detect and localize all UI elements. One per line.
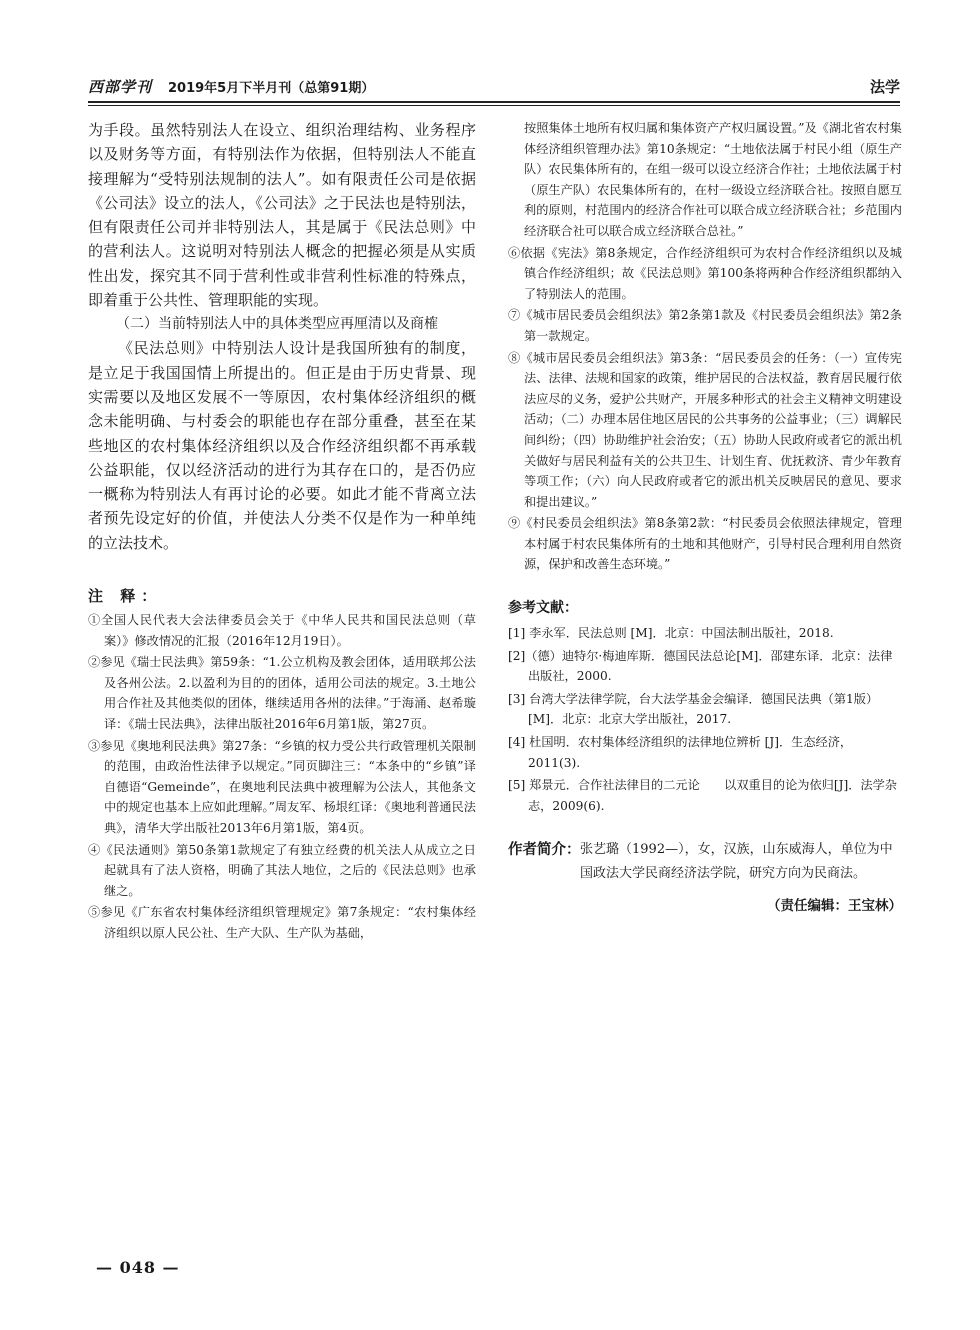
reference-2: [2]（德）迪特尔·梅迪库斯．德国民法总论[M]．邵建东译．北京：法律出版社，2000. [508, 648, 893, 684]
journal-logo: 西部学刊 [88, 78, 153, 96]
running-header [88, 76, 900, 98]
header-rule [88, 101, 900, 103]
footnote-7: ⑦《城市居民委员会组织法》第2条第1款及《村民委员会组织法》第2条第一款规定。 [508, 308, 902, 343]
references-heading: 参考文献： [508, 600, 578, 617]
footnote-2: ②参见《瑞士民法典》第59条：“1.公立机构及教会团体，适用联邦公法及各州公法。2.以盈利为目的的团体，适用公司法的规定。3.土地公用合作社及其他类似的团体，继续适用各州的法律。”于海涌、赵希璇译：《瑞士民法典》，法律出版社2016年6月第1版，第27页。 [88, 655, 476, 732]
reference-4: [4] 杜国明．农村集体经济组织的法律地位辨析 [J]．生态经济，2011(3). [508, 735, 853, 770]
footnote-5: ⑤参见《广东省农村集体经济组织管理规定》第7条规定：“农村集体经济组织以原人民公社、生产大队、生产队为基础， [88, 905, 476, 940]
footnote-8: ⑧《城市居民委员会组织法》第3条：“居民委员会的任务：（一）宣传宪法、法律、法规和国家的政策，维护居民的合法权益，教育居民履行依法应尽的义务，爱护公共财产，开展多种形式的社会主义精神文明建设活动；（二）办理本居住地区居民的公共事务的公益事业；（三）调解民间纠纷；（四）协助维护社会治安；（五）协助人民政府或者它的派出机关做好与居民利益有关的公共卫生、计划生育、优抚救济、青少年教育等项工作；（六）向人民政府或者它的派出机关反映居民的意见、要求和提出建议。” [508, 350, 902, 509]
footnote-1: ①全国人民代表大会法律委员会关于《中华人民共和国民法总则（草案）》修改情况的汇报（2016年12月19日）。 [88, 613, 476, 648]
responsible-editor: （责任编辑：王宝林） [767, 898, 902, 915]
subsection-heading: （二）当前特别法人中的具体类型应再厘清以及商榷 [116, 316, 438, 333]
author-info [508, 838, 902, 886]
reference-5: [5] 郑景元．合作社法律目的二元论 以双重目的论为依归[J]．法学杂志，2009(6). [508, 778, 897, 813]
footnote-5-continued: 按照集体土地所有权归属和集体资产产权归属设置。”及《湖北省农村集体经济组织管理办法》第10条规定：“土地依法属于村民小组（原生产队）农民集体所有的，在组一级可以设立经济合作社；土地依法属于村（原生产队）农民集体所有的，在村一级设立经济联合社。按照自愿互利的原则，村范围内的经济合作社可以联合成立经济联合社；乡范围内经济联合社可以联合成立经济联合总社。” [524, 121, 902, 238]
issue-info: 2019年5月下半月刊（总第91期） [168, 81, 375, 96]
notes-heading: 注 释： [88, 587, 163, 606]
header-rule-thin [88, 105, 900, 106]
right-column [508, 118, 902, 914]
reference-3: [3] 台湾大学法律学院，台大法学基金会编译．德国民法典（第1版）[M]．北京：北京大学出版社，2017. [508, 691, 879, 727]
page-number: — 048 — [96, 1258, 180, 1277]
section-label: 法学 [869, 78, 900, 96]
body-paragraph: 为手段。虽然特别法人在设立、组织治理结构、业务程序以及财务等方面，有特别法作为依据，但特别法人不能直接理解为“受特别法规制的法人”。如有限责任公司是依据《公司法》设立的法人，《公司法》之于民法也是特别法，但有限责任公司并非特别法人，其是属于《民法总则》中的营利法人。这说明对特别法人概念的把握必须是从实质性出发，探究其不同于营利性或非营利性标准的特殊点，即着重于公共性、管理职能的实现。 [88, 121, 476, 310]
body-paragraph: 《民法总则》中特别法人设计是我国所独有的制度，是立足于我国国情上所提出的。但正是由于历史背景、现实需要以及地区发展不一等原因，农村集体经济组织的概念未能明确、与村委会的职能也存在部分重叠，甚至在某些地区的农村集体经济组织以及合作经济组织都不再承载公益职能，仅以经济活动的进行为其存在口的，是否仍应一概称为特别法人有再讨论的必要。如此才能不背离立法者预先设定好的价值，并使法人分类不仅是作为一种单纯的立法技术。 [88, 339, 476, 552]
footnote-6: ⑥依据《宪法》第8条规定，合作经济组织可为农村合作经济组织以及城镇合作经济组织；故《民法总则》第100条将两种合作经济组织都纳入了特别法人的范围。 [508, 245, 902, 301]
footnote-4: ④《民法通则》第50条第1款规定了有独立经费的机关法人从成立之日起就具有了法人资格，明确了其法人地位，之后的《民法总则》也承继之。 [88, 842, 476, 898]
footnote-3: ③参见《奥地利民法典》第27条：“乡镇的权力受公共行政管理机关限制的范围，由政治性法律予以规定。”同页脚注三：“本条中的“乡镇”译自德语“Gemeinde”，在奥地利民法典中被理解为公法人，其他条文中的规定也基本上应如此理解。”周友军、杨垠红译：《奥地利普通民法典》，清华大学出版社2013年6月第1版，第4页。 [88, 738, 476, 835]
footnote-9: ⑨《村民委员会组织法》第8条第2款：“村民委员会依照法律规定，管理本村属于村农民集体所有的土地和其他财产，引导村民合理利用自然资源，保护和改善生态环境。” [508, 516, 902, 572]
left-column [88, 118, 476, 945]
reference-1: [1] 李永军．民法总则 [M]．北京：中国法制出版社，2018. [508, 626, 834, 641]
author-text: 张艺璐（1992—），女，汉族，山东威海人，单位为中国政法大学民商经济法学院，研究方向为民商法。 [580, 842, 893, 882]
author-label: 作者简介： [508, 842, 581, 859]
